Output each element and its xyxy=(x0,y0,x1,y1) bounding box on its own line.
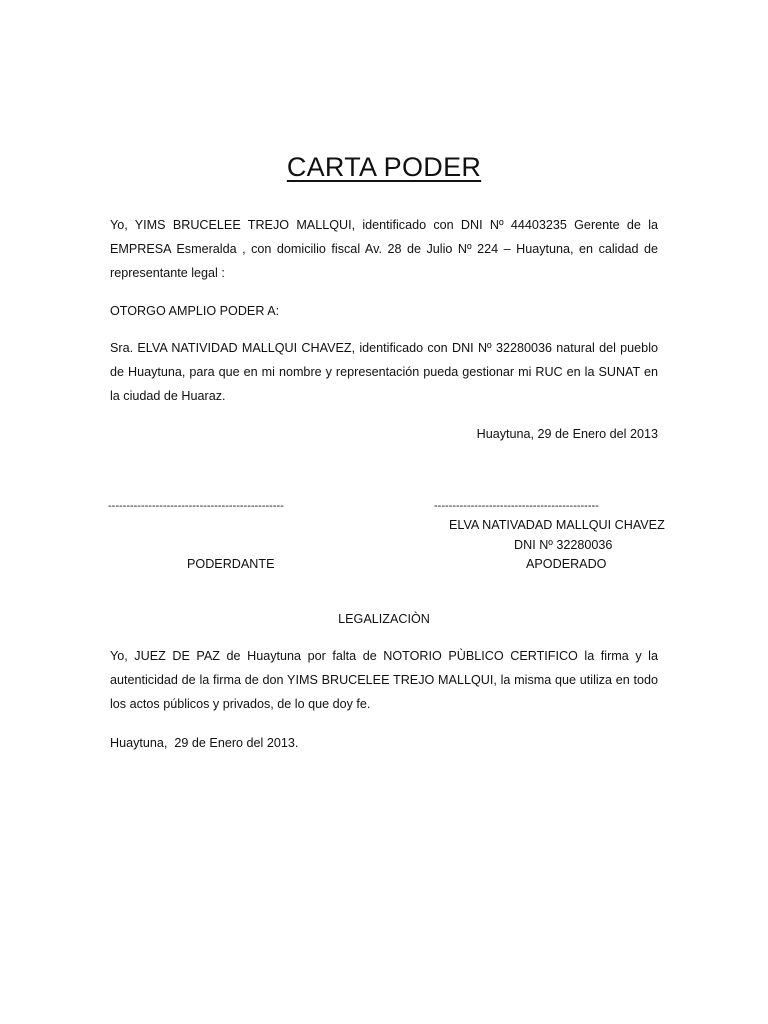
apoderado-signature-line: --------------------------------------------- xyxy=(434,500,599,512)
attorney-paragraph: Sra. ELVA NATIVIDAD MALLQUI CHAVEZ, identificado con DNI Nº 32280036 natural del pueblo de Huaytuna, para que en mi nombre y representación pueda gestionar mi RUC en la SUNAT en la ciudad de Huaraz. xyxy=(110,341,658,403)
apoderado-name: ELVA NATIVADAD MALLQUI CHAVEZ xyxy=(449,518,665,532)
issue-date: Huaytuna, 29 de Enero del 2013 xyxy=(476,427,658,441)
legalization-title: LEGALIZACIÒN xyxy=(338,612,430,626)
poderdante-signature-line: ------------------------------------------------ xyxy=(108,500,284,512)
apoderado-dni: DNI Nº 32280036 xyxy=(514,538,613,552)
grant-heading: OTORGO AMPLIO PODER A: xyxy=(110,304,280,318)
document-title: CARTA PODER xyxy=(286,152,482,182)
apoderado-label: APODERADO xyxy=(526,557,607,571)
legalization-paragraph: Yo, JUEZ DE PAZ de Huaytuna por falta de NOTORIO PÙBLICO CERTIFICO la firma y la autenticidad de la firma de don YIMS BRUCELEE TREJO MALLQUI, la misma que utiliza en todo los actos públicos y privados, de lo que doy fe. xyxy=(110,649,658,711)
legalization-date: Huaytuna, 29 de Enero del 2013. xyxy=(110,736,299,750)
poderdante-label: PODERDANTE xyxy=(187,557,275,571)
declarant-paragraph: Yo, YIMS BRUCELEE TREJO MALLQUI, identificado con DNI Nº 44403235 Gerente de la EMPRESA Esmeralda , con domicilio fiscal Av. 28 de Julio Nº 224 – Huaytuna, en calidad de representante legal : xyxy=(110,218,658,280)
